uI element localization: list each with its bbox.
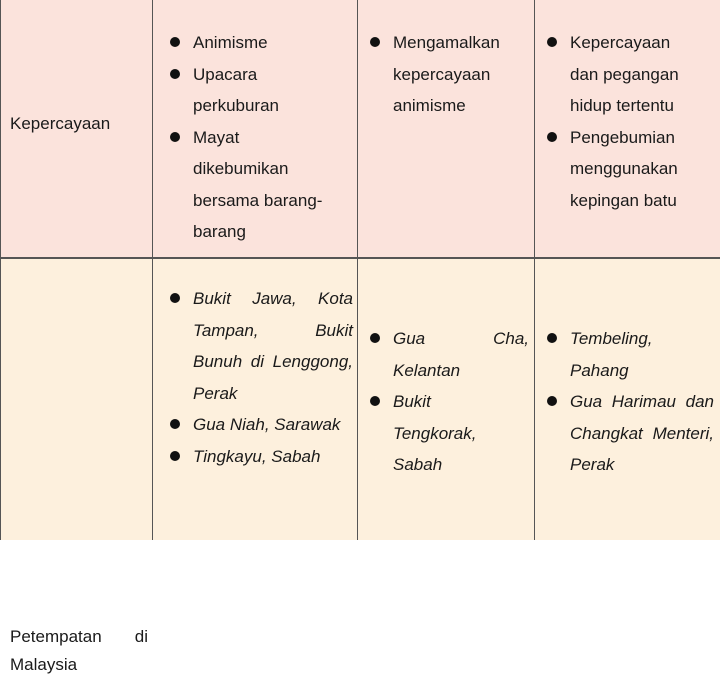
row-divider bbox=[0, 257, 720, 259]
row-label bbox=[10, 623, 148, 679]
label-word: Malaysia bbox=[10, 655, 78, 674]
column-divider bbox=[534, 0, 535, 540]
list-item: Gua Niah, Sarawak bbox=[161, 409, 353, 441]
period-1-cell bbox=[153, 0, 358, 258]
period-3-cell bbox=[535, 258, 720, 540]
list-item: Kepercayaan dan pegangan hidup tertentu bbox=[538, 27, 690, 122]
bullet-list bbox=[538, 27, 718, 216]
bullet-list bbox=[361, 27, 531, 122]
list-item: Mengamalkan kepercayaan animisme bbox=[361, 27, 511, 122]
list-item: Tingkayu, Sabah bbox=[161, 441, 353, 473]
list-item: Bukit Jawa, Kota Tampan, Bukit Bunuh di Lenggong, Perak bbox=[161, 283, 353, 409]
row-label: Kepercayaan bbox=[10, 114, 111, 133]
list-item: Upacara perkuburan bbox=[161, 59, 318, 122]
column-divider bbox=[357, 0, 358, 540]
list-item: Gua Cha, Kelantan bbox=[361, 323, 529, 386]
list-item: Gua Harimau dan Changkat Menteri, Perak bbox=[538, 386, 714, 481]
period-3-cell bbox=[535, 0, 720, 258]
bullet-list bbox=[161, 27, 361, 248]
period-2-cell bbox=[358, 258, 535, 540]
label-cell bbox=[0, 258, 153, 674]
column-divider bbox=[152, 0, 153, 540]
label-cell bbox=[0, 0, 153, 258]
label-word: di bbox=[134, 627, 148, 646]
period-2-cell bbox=[358, 0, 535, 258]
list-item: Bukit Tengkorak, Sabah bbox=[361, 386, 493, 481]
bullet-list bbox=[361, 323, 529, 481]
list-item: Pengebumian menggunakan kepingan batu bbox=[538, 122, 690, 217]
list-item: Mayat dikebumikan bersama barang-barang bbox=[161, 122, 338, 248]
list-item: Tembeling, Pahang bbox=[538, 323, 670, 386]
list-item: Animisme bbox=[161, 27, 361, 59]
bullet-list bbox=[538, 323, 714, 481]
bullet-list bbox=[161, 283, 353, 472]
label-word: Petempatan bbox=[10, 627, 102, 646]
row-petempatan bbox=[0, 258, 720, 674]
period-1-cell bbox=[153, 258, 358, 540]
row-kepercayaan bbox=[0, 0, 720, 258]
